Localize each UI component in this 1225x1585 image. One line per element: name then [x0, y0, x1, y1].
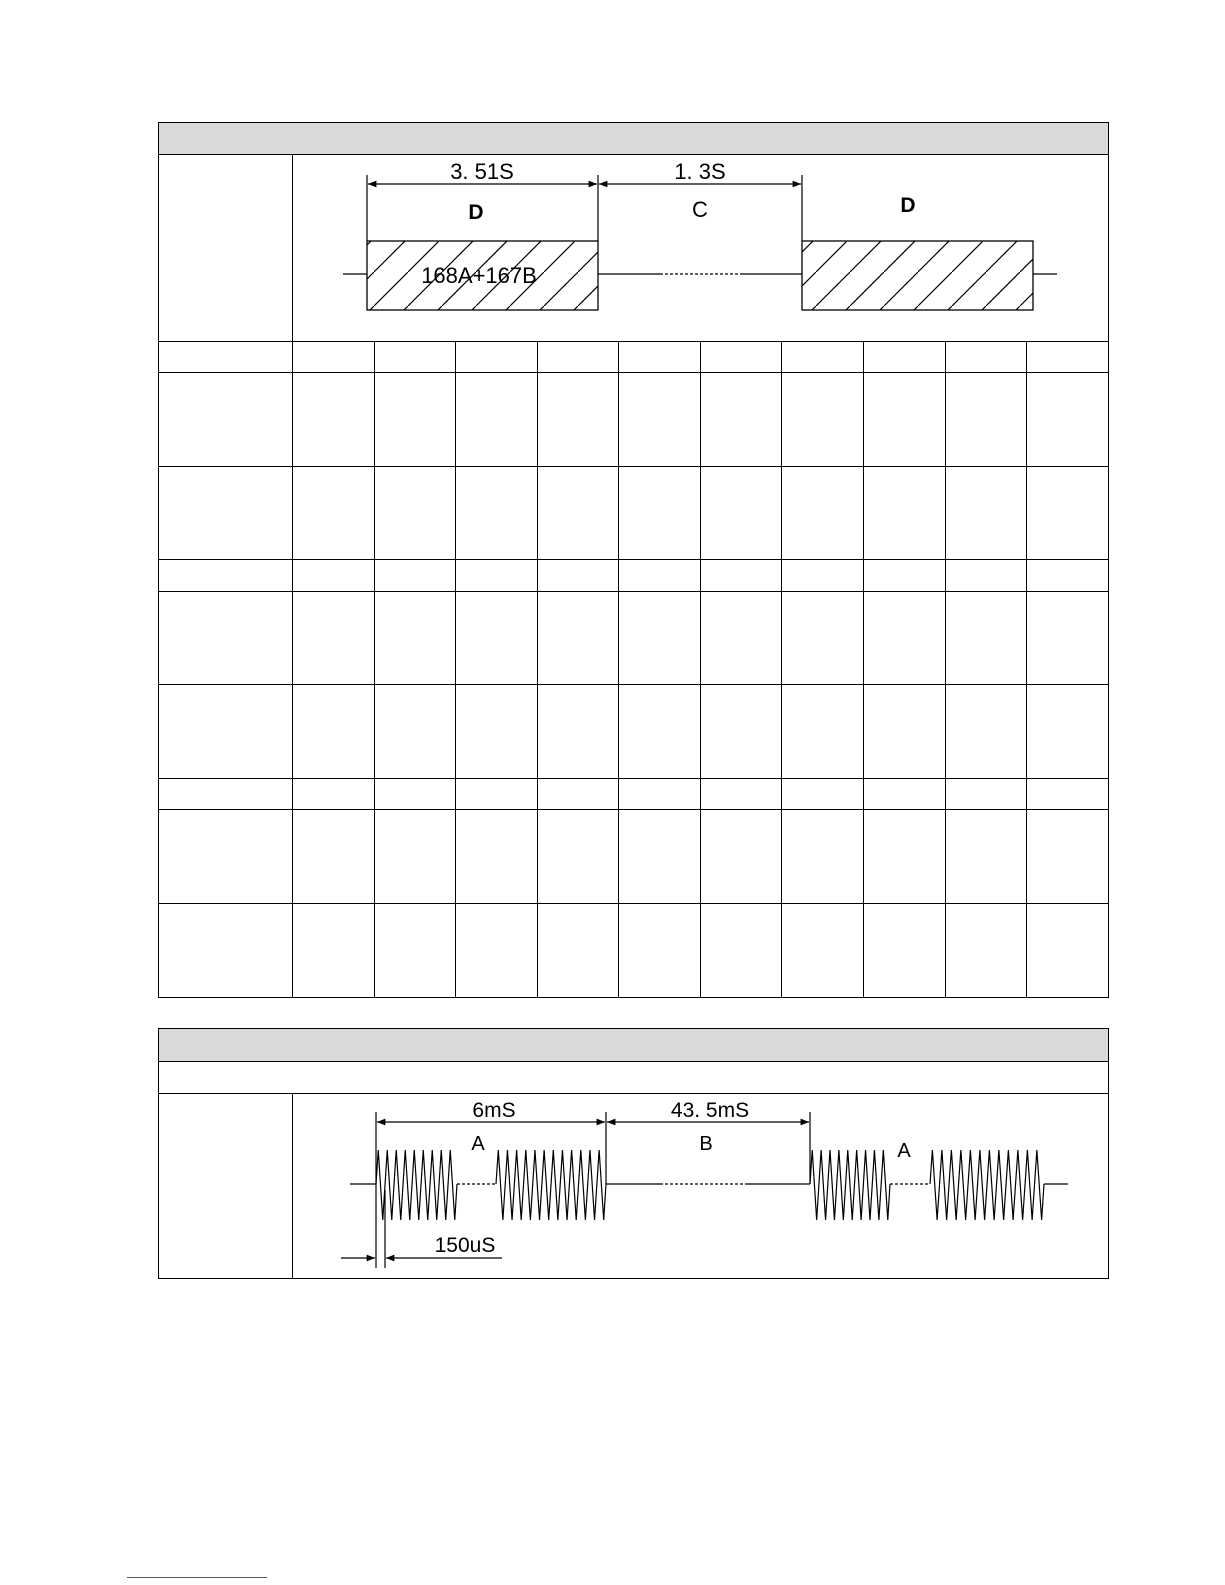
pulse-width-label: 150uS	[434, 1234, 496, 1257]
table-1-row-line	[158, 903, 1109, 904]
a-label-right: A	[897, 1140, 911, 1162]
b-duration-label: 43. 5mS	[670, 1099, 750, 1122]
table-1-row-line	[158, 778, 1109, 779]
a-label-left: A	[471, 1133, 485, 1155]
table-1-row-line	[158, 341, 1109, 342]
table-1-row-line	[158, 684, 1109, 685]
table-2-border-top	[158, 1028, 1109, 1029]
table-2-border-bottom	[158, 1278, 1109, 1279]
burst-a-1	[376, 1150, 457, 1220]
table-1-col-line	[945, 341, 946, 998]
table-1-row-line	[158, 559, 1109, 560]
table-1-col-line	[455, 341, 456, 998]
timing-diagram-2	[293, 1094, 1108, 1278]
table-1-row-line	[158, 372, 1109, 373]
burst-block-d-right	[802, 241, 1033, 310]
table-1-border-left	[158, 122, 159, 998]
table-1-border-bottom	[158, 997, 1109, 998]
table-1-border-right	[1108, 122, 1109, 998]
footnote-separator	[127, 1577, 267, 1578]
table-2-border-right	[1108, 1028, 1109, 1279]
table-1-row-line	[158, 591, 1109, 592]
d-label-left: D	[468, 201, 484, 224]
table-1-col-line	[537, 341, 538, 998]
table-1-col-line	[700, 341, 701, 998]
table-2-header	[159, 1029, 1108, 1061]
burst-a-3	[810, 1150, 890, 1220]
c-duration-label: 1. 3S	[674, 159, 726, 184]
table-2-border-left	[158, 1028, 159, 1279]
c-label: C	[692, 197, 708, 222]
timing-diagram-1	[293, 155, 1108, 341]
a-duration-label: 6mS	[472, 1099, 516, 1122]
table-1-col-line	[863, 341, 864, 998]
table-1-header	[159, 123, 1108, 154]
table-1-row-line	[158, 466, 1109, 467]
b-label: B	[699, 1133, 713, 1155]
block-text: 168A+167B	[421, 263, 537, 288]
burst-a-4	[930, 1150, 1044, 1220]
table-1-col-line	[1026, 341, 1027, 998]
table-1-col-line	[374, 341, 375, 998]
table-1-row-line	[158, 809, 1109, 810]
burst-a-2	[496, 1150, 606, 1220]
table-1-col-line	[618, 341, 619, 998]
d-duration-label: 3. 51S	[450, 159, 514, 184]
table-1-border-top	[158, 122, 1109, 123]
table-1-col-line	[781, 341, 782, 998]
table-2-row-line	[158, 1061, 1109, 1062]
d-label-right: D	[900, 194, 916, 217]
